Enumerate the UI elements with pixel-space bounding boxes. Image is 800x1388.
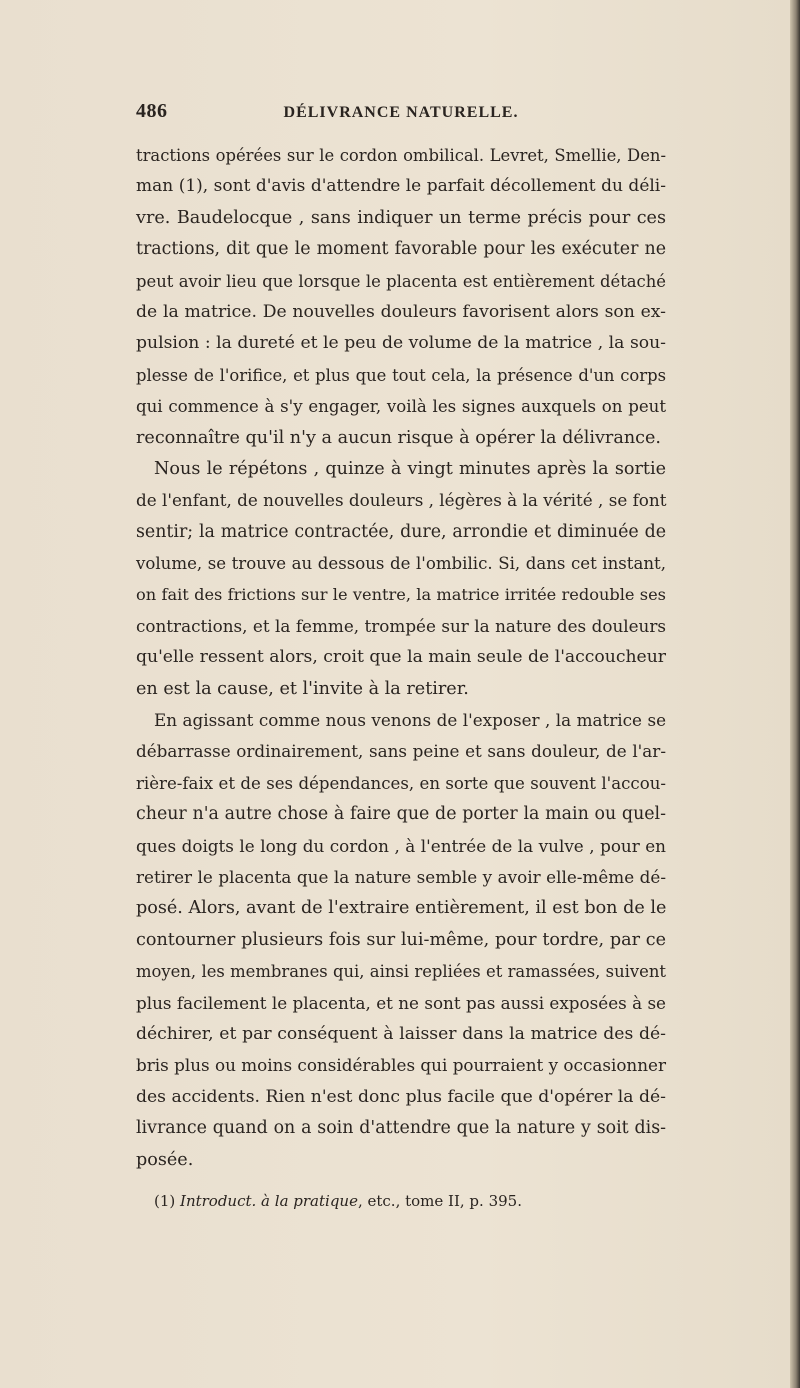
text-line: En agissant comme nous venons de l'exposer , la matrice se [154, 710, 666, 731]
text-line: reconnaître qu'il n'y a aucun risque à opérer la délivrance. [136, 427, 662, 448]
text-line: des accidents. Rien n'est donc plus facile que d'opérer la dé- [136, 1086, 666, 1107]
body-text [136, 140, 666, 1176]
text-line: peut avoir lieu que lorsque le placenta est entièrement détaché [136, 271, 666, 291]
text-line: cheur n'a autre chose à faire que de porter la main ou quel- [136, 804, 666, 825]
text-line: vre. Baudelocque , sans indiquer un terme précis pour ces [136, 207, 666, 228]
text-line: déchirer, et par conséquent à laisser dans la matrice des dé- [136, 1023, 666, 1044]
text-line: on fait des frictions sur le ventre, la matrice irritée redouble ses [136, 585, 666, 605]
text-line: plus facilement le placenta, et ne sont pas aussi exposées à se [136, 992, 666, 1013]
footnote [154, 1192, 674, 1210]
text-line: de la matrice. De nouvelles douleurs favorisent alors son ex- [136, 301, 666, 322]
text-line: livrance quand on a soin d'attendre que la nature y soit dis- [136, 1118, 666, 1139]
text-line: tractions, dit que le moment favorable pour les exécuter ne [136, 239, 666, 260]
footnote-reference: , etc., tome II, p. 395. [357, 1192, 522, 1210]
text-line: contourner plusieurs fois sur lui-même, pour tordre, par ce [136, 929, 666, 950]
text-line: en est la cause, et l'invite à la retirer. [136, 678, 469, 699]
text-line: tractions opérées sur le cordon ombilical. Levret, Smellie, Den- [136, 146, 666, 165]
text-line: posée. [136, 1149, 194, 1170]
text-line: rière-faix et de ses dépendances, en sorte que souvent l'accou- [136, 773, 666, 793]
footnote-title: Introduct. à la pratique [180, 1192, 358, 1210]
text-line: contractions, et la femme, trompée sur la nature des douleurs [136, 615, 666, 636]
text-line: moyen, les membranes qui, ainsi repliées et ramassées, suivent [136, 962, 666, 982]
text-line: sentir; la matrice contractée, dure, arrondie et diminuée de [136, 521, 666, 542]
footnote-marker: (1) [154, 1192, 181, 1210]
text-line: ques doigts le long du cordon , à l'entrée de la vulve , pour en [136, 835, 666, 856]
text-line: retirer le placenta que la nature semble y avoir elle-même dé- [136, 866, 666, 887]
page-number: 486 [136, 100, 168, 122]
text-line: débarrasse ordinairement, sans peine et sans douleur, de l'ar- [136, 741, 666, 762]
text-line: volume, se trouve au dessous de l'ombilic. Si, dans cet instant, [136, 554, 666, 574]
page-header [136, 100, 666, 132]
text-line: de l'enfant, de nouvelles douleurs , légères à la vérité , se font [136, 490, 667, 511]
book-spine-edge [790, 0, 800, 1388]
text-line: plesse de l'orifice, et plus que tout cela, la présence d'un corps [136, 365, 666, 385]
text-line: Nous le répétons , quinze à vingt minutes après la sortie [154, 458, 666, 479]
text-line: qui commence à s'y engager, voilà les signes auxquels on peut [136, 397, 666, 417]
text-line: man (1), sont d'avis d'attendre le parfait décollement du déli- [136, 176, 666, 197]
text-line: posé. Alors, avant de l'extraire entièrement, il est bon de le [136, 898, 667, 919]
running-head: DÉLIVRANCE NATURELLE. [283, 104, 519, 121]
text-line: qu'elle ressent alors, croit que la main seule de l'accoucheur [136, 647, 666, 668]
text-line: pulsion : la dureté et le peu de volume de la matrice , la sou- [136, 333, 666, 354]
text-line: bris plus ou moins considérables qui pourraient y occasionner [136, 1055, 666, 1076]
